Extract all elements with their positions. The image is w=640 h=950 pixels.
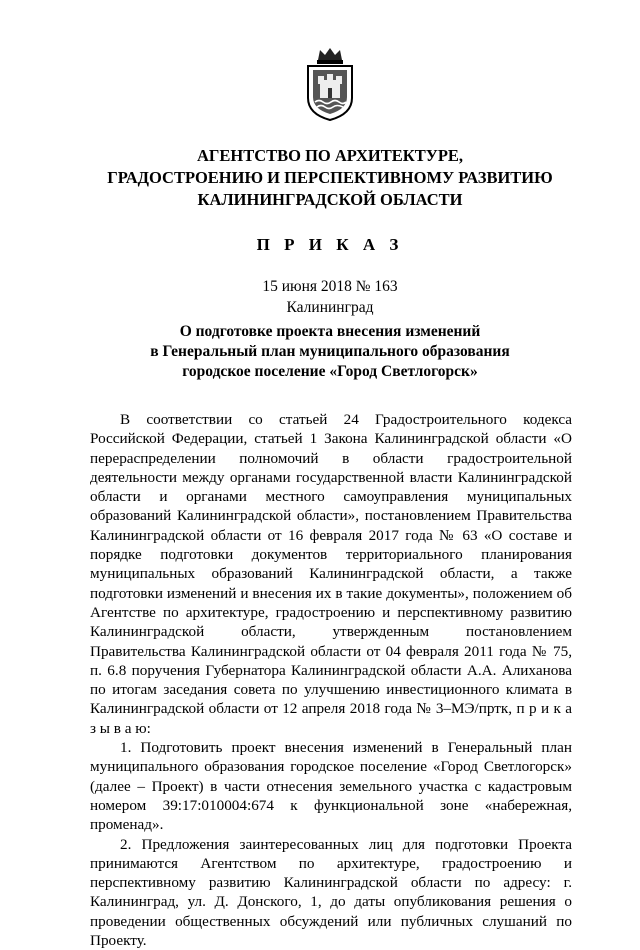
subject-line-3: городское поселение «Город Светлогорск»: [182, 363, 478, 380]
subject-line-2: в Генеральный план муниципального образования: [150, 343, 510, 360]
item-1-paragraph: 1. Подготовить проект внесения изменений в Генеральный план муниципального образования городское поселение «Город Светлогорск» (далее – Проект) в части отнесения земельного участка с кадастровым номером 39:17:010004:674 к функциональной зоне «набережная, променад».: [90, 739, 572, 834]
document-type-title: П Р И К А З: [256, 235, 404, 254]
agency-name-line-2: ГРАДОСТРОЕНИЮ И ПЕРСПЕКТИВНОМУ РАЗВИТИЮ: [107, 168, 553, 187]
order-subject: [90, 322, 570, 382]
agency-name-line-3: КАЛИНИНГРАДСКОЙ ОБЛАСТИ: [197, 190, 463, 209]
item-2-paragraph: 2. Предложения заинтересованных лиц для подготовки Проекта принимаются Агентством по архитектуре, градостроению и перспективному развитию Калининградской области по адресу: г. Калининград, ул. Д. Донского, 1, до даты опубликования решения о проведении общественных обсуждений или публичных слушаний по Проекту.: [90, 835, 572, 950]
subject-line-1: О подготовке проекта внесения изменений: [179, 323, 481, 340]
preamble-paragraph: В соответствии со статьей 24 Градостроительного кодекса Российской Федерации, статьей 1 Закона Калининградской области «О перераспределении полномочий в области градостроительной деятельности между органами государственной власти Калининградской области и органами местного самоуправления муниципальных образований Калининградской области», постановлением Правительства Калининградской области от 16 февраля 2017 года № 63 «О составе и порядке подготовки документов территориального планирования муниципальных образований Калининградской области, а также подготовки изменений и внесения их в такие документы», положением об Агентстве по архитектуре, градостроению и перспективному развитию Калининградской области, утвержденным постановлением Правительства Калининградской области от 04 февраля 2011 года № 75, п. 6.8 поручения Губернатора Калининградской области А.А. Алиханова по итогам заседания совета по улучшению инвестиционного климата в Калининградской области от 12 апреля 2018 года № 3–МЭ/пртк, п р и к а з ы в а ю:: [90, 411, 572, 737]
coat-of-arms-emblem: [302, 46, 358, 122]
agency-name-line-1: АГЕНТСТВО ПО АРХИТЕКТУРЕ,: [196, 146, 464, 165]
date-and-number: 15 июня 2018 № 163: [262, 278, 398, 295]
document-body: [90, 410, 572, 950]
city: Калининград: [286, 299, 374, 316]
